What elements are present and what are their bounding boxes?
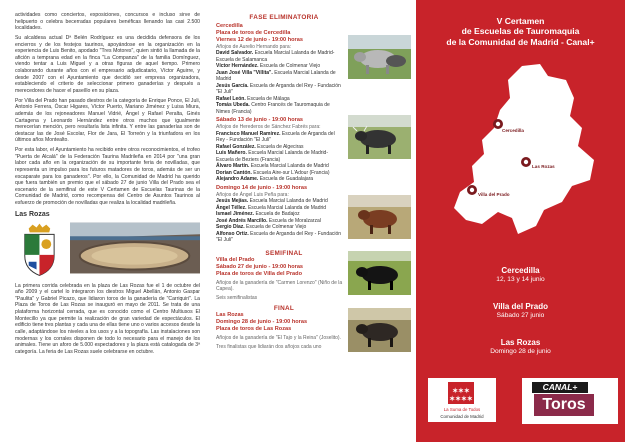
venue-dates: 12, 13 y 14 junio (496, 276, 545, 283)
participant-school: Escuela de Málaga (245, 95, 290, 102)
participant-school: Escuela de Moralzarzal (267, 217, 321, 224)
phase-title-semifinal: SEMIFINAL (265, 249, 303, 257)
participant-school: Escuela de Arganda del Rey - Fundación "El Juli" (216, 82, 341, 96)
rozas-note: Tres finalistas que lidiarán dos añojos cada uno (216, 343, 322, 350)
phase-title-eliminatoria: FASE ELIMINATORIA (249, 14, 319, 21)
rozas-venue: Plaza de toros de Las Rozas (216, 326, 292, 333)
map-label-las-rozas: Las Rozas (532, 164, 555, 169)
villa-text (216, 257, 344, 301)
participant-row (216, 176, 344, 183)
rozas-final-text (216, 312, 344, 350)
svg-text:✶✶✶: ✶✶✶ (452, 388, 470, 395)
madrid-region-map (444, 62, 604, 242)
cercedilla-venue: Plaza de toros de Cercedilla (216, 29, 291, 36)
participant-school: Escuela de Arganda del Rey - Fundación "El Juli" (216, 130, 335, 144)
participant-school: Escuela de Guadalajara (258, 176, 314, 183)
las-rozas-heading: Las Rozas (15, 210, 50, 218)
cercedilla-lines-1 (216, 50, 344, 115)
cercedilla-date-2: Sábado 13 de junio - 19:00 horas (216, 117, 304, 124)
participant-school: Escuela Marcial Lalanda de Madrid (248, 198, 328, 205)
sponsor-logos (416, 378, 625, 424)
phase-title-final: FINAL (273, 305, 295, 313)
rozas-final-block (216, 312, 411, 352)
certamen-title (416, 16, 625, 47)
venue-name: Cercedilla (501, 266, 540, 275)
participant-name: Francisco Manuel Ramírez. (216, 130, 281, 137)
paragraph-1: actividades como conciertos, exposiciones, concursos e incluso sirve de helipuerto o celebra becerradas populares benéficas llenando las casi 2.500 localidades. (15, 12, 200, 32)
canal-plus-label: CANAL+ (532, 382, 588, 393)
participant-name: Ángel Téllez. (216, 204, 247, 211)
participant-school: Escuela de Colmenar Viejo (244, 224, 307, 231)
cercedilla-text (216, 23, 344, 244)
map-pin-villa-del-prado (467, 185, 477, 195)
cercedilla-herd-3: Añojos de Ángel Luis Peña para: (216, 191, 289, 198)
venue-name: Las Rozas (500, 338, 541, 347)
participant-name: Ismael Jiménez. (216, 211, 255, 218)
cercedilla-place: Cercedilla (216, 23, 243, 29)
bull-photo-4 (348, 251, 411, 295)
left-column (0, 0, 208, 442)
canal-plus-toros-logo (522, 378, 618, 424)
cercedilla-lines-3 (216, 198, 344, 244)
bull-photo-2 (348, 115, 411, 159)
participant-name: Juan José Villa "Villita". (216, 69, 273, 76)
las-rozas-text: La primera corrida celebrada en la plaza de Las Rozas fue el 1 de octubre del año 2009 y el cartel lo integraron los diestros Miguel Abellán, Antonio Gaspar "Paulita" y Gabriel Picazo, que lidiaron toros de la ganadería de "Carriquiri". La Plaza de Toros de Las Rozas se inauguró en mayo de 2011. Se trata de una plataforma horizontal cerrada, que es conocido como el Centro Multiusos El Montecillo ya que permite la realización de gran variedad de espectáculos. El edificio tiene tres plantas y cada una de ellas tiene uno o varios accesos desde la calle, adaptándose los niveles a los usos y a la topografía. Las instalaciones son modernas y los corrales disponen de todo lo necesario para el manejo de los animales. Tiene un aforo de 5.000 espectadores y la plaza está catalogada de 3ª categoría. La feria de Las Rozas suele celebrarse en octubre. (15, 282, 200, 355)
participant-name: Víctor Hernández. (216, 63, 259, 70)
participant-row (216, 83, 344, 96)
participant-name: Jesús Mejías. (216, 198, 249, 205)
participant-row (216, 70, 344, 83)
venue-cercedilla (416, 266, 625, 283)
participant-school: Escuela de Colmenar Viejo (258, 63, 321, 70)
las-rozas-text-block (15, 283, 200, 356)
rozas-place: Las Rozas (216, 312, 244, 319)
map-label-villa-del-prado: Villa del Prado (478, 192, 510, 197)
participant-school: Escuela Marcial Lalanda de Madrid-Escuela de Salamanca (216, 50, 335, 63)
svg-text:✶✶✶✶: ✶✶✶✶ (449, 396, 473, 403)
coat-of-arms-image (15, 222, 64, 278)
participant-row (216, 231, 344, 244)
paragraph-4: Por esta labor, el Ayuntamiento ha recibido entre otros reconocimientos, el trofeo "Puerta de Alcalá" de la Federación Taurina Madrileña en 2014 por "una gran labor cada año en la organización de su importante feria de novilladas, que representa un impulso para los futuros matadores de toros, además de ser un escaparate para los ganaderos". Por ello, la Comunidad de Madrid ha querido que fuera también un premio que el sábado 27 de junio Villa del Prado sea el escenario de la semifinal de este V Certamen de Escuelas Taurinas de la Comunidad de Madrid, como recompensa del Centro de Asuntos Taurinos al esfuerzo de promoción de novilladas que realiza la localidad madrileña. (15, 147, 200, 207)
venue-las-rozas (416, 338, 625, 355)
participant-school: Centro Francés de Tauromaquia de Nimes (Francia) (216, 102, 330, 115)
participant-name: Alfonso Ortiz. (216, 230, 249, 237)
cercedilla-date-3: Domingo 14 de junio - 19:00 horas (216, 184, 308, 191)
participant-row (216, 131, 344, 144)
participant-row (216, 102, 344, 115)
participant-name: Sergio Díaz. (216, 224, 245, 231)
participant-school: Escuela de Algeciras (255, 143, 304, 150)
paragraph-3: Por Villa del Prado han pasado diestros de la categoría de Enrique Ponce, El Juli, Antonio Ferrera, Óscar Higares, Víctor Puerto, Mariano Jiménez y Luisa Miura, además de los rejoneadores Manuel Vidrié, Ángel y Rafael Peralta, Ginés Cartagena y Leonardo Hernández entre otros muchos que igualmente merecerían mención, pero resultaría lista infinita. Y entre las ganaderías son de destacar las de José Escolar, Flor de Jara, El Torreón y la triunfadora en los últimos años Montealto. (15, 97, 200, 144)
participant-row (216, 150, 344, 163)
participant-school: Escuela de Arganda del Rey - Fundación "El Juli" (216, 230, 342, 244)
las-rozas-photos (15, 222, 200, 278)
participant-name: Dorian Cantón. (216, 169, 252, 176)
villa-block (216, 257, 411, 301)
madrid-stars-logo-icon (428, 380, 496, 408)
title-line-1: V Certamen (496, 16, 545, 26)
comunidad-madrid-logo (428, 378, 496, 422)
venue-name: Villa del Prado (493, 302, 548, 311)
map-label-cercedilla: Cercedilla (502, 128, 524, 133)
participant-name: Tomás Ubeda. (216, 102, 250, 109)
participant-name: Jesús García. (216, 82, 249, 89)
participant-name: David Salvador. (216, 50, 254, 57)
participant-name: José Andrés Marcillo. (216, 217, 268, 224)
participant-row (216, 50, 344, 63)
rozas-date: Domingo 28 de junio - 19:00 horas (216, 319, 308, 326)
middle-column (208, 0, 416, 442)
venue-villa-del-prado (416, 302, 625, 319)
cercedilla-block (216, 23, 411, 244)
cercedilla-herd-2: Añojos de Herederos de Sánchez Fabrés para: (216, 124, 321, 131)
cm-name: Comunidad de Madrid (440, 414, 484, 419)
participant-school: Escuela Marcial Lalanda de Madrid (216, 69, 336, 83)
venue-dates: Sábado 27 junio (496, 312, 545, 319)
right-column (416, 0, 625, 442)
villa-place: Villa del Prado (216, 256, 255, 263)
bull-photo-1 (348, 35, 411, 79)
participant-school: Escuela Marcial Lalanda de Madrid (249, 163, 329, 170)
participant-school: Escuela Marcial Lalanda de Madrid (246, 204, 327, 211)
villa-herd: Añojos de la ganadería de "Carmen Lorenzo" (Niño de la Capea). (216, 279, 343, 293)
cm-caption: La Suma de Todos (443, 407, 481, 412)
map-pin-las-rozas (521, 157, 531, 167)
villa-date: Sábado 27 de junio - 19:00 horas (216, 263, 304, 270)
title-line-2: de Escuelas de Tauromaquia (461, 26, 580, 37)
cercedilla-herd-1: Añojos de Aurelio Hernando para: (216, 43, 292, 50)
participant-name: Luis Mañero. (216, 150, 247, 157)
cercedilla-date-1: Viernes 12 de junio - 19:00 horas (216, 36, 303, 43)
participant-school: Escuela Aire-sur L'Adour (Francia) (251, 169, 330, 176)
participant-school: Escuela Marcial Lalanda de Madrid-Escuela de Beziers (Francia) (216, 150, 328, 163)
participant-name: Alejandro Adame. (216, 176, 259, 183)
participant-name: Álvaro Martín. (216, 163, 250, 170)
cercedilla-lines-2 (216, 131, 344, 183)
villa-note: Seis semifinalistas (216, 294, 258, 301)
toros-label: Toros (534, 394, 594, 416)
participant-name: Rafael González. (216, 143, 256, 150)
rozas-herd: Añojos de la ganadería de "El Tajo y la Reina" (Joselito). (216, 335, 341, 342)
participant-name: Rafael León. (216, 95, 246, 102)
bull-photo-3 (348, 195, 411, 239)
venue-dates: Domingo 28 de junio (490, 348, 551, 355)
participant-school: Escuela de Badajoz (254, 211, 300, 218)
paragraph-2: Su alcaldesa actual Dª Belén Rodríguez es una decidida defensora de los encierros y de los festejos taurinos, apoyándose en la organización en la experiencia de Luis Benito, apodado "Tres Motores", quien sintió la llamada de la afición a temprana edad en la finca "La Companza" de la familia Domínguez, viendo tentar a Luis Miguel y a otras figuras de aquel tiempo. Primero colaborando durante años con el empresario adjudicatario, Víctor Aguirre, y desde 2007 con el Ayuntamiento que decidió ser empresa organizadora, estableciendo el criterio de seleccionar primero ganaderías y después a merecedores de hacer el paseíllo en su plaza. (15, 35, 200, 94)
title-line-3: de la Comunidad de Madrid - Canal+ (446, 36, 595, 47)
villa-venue: Plaza de toros de Villa del Prado (216, 270, 303, 277)
arena-aerial-image (70, 222, 200, 274)
bull-photo-5 (348, 308, 411, 352)
